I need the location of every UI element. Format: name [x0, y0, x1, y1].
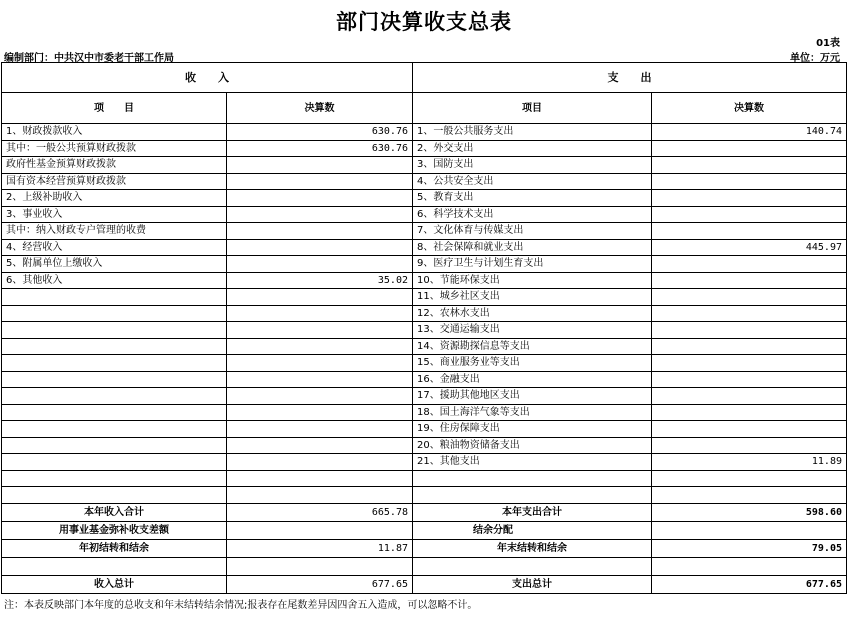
expense-amount-cell [652, 289, 847, 306]
income-amount-cell [227, 190, 413, 207]
department-label: 编制部门：中共汉中市委老干部工作局 [4, 53, 174, 64]
income-item-cell: 2、上级补助收入 [2, 190, 227, 207]
table-row [2, 557, 847, 575]
income-header: 收 入 [2, 63, 413, 93]
expense-amount-cell [652, 157, 847, 174]
income-total-label: 本年收入合计 [2, 503, 227, 521]
expense-amount-cell [652, 272, 847, 289]
expense-item-cell: 12、农林水支出 [413, 305, 652, 322]
income-item-cell [2, 289, 227, 306]
expense-amount-cell [652, 487, 847, 504]
spacer-cell [227, 557, 413, 575]
table-row [2, 575, 847, 593]
table-row [2, 190, 847, 207]
expense-item-cell: 9、医疗卫生与计划生育支出 [413, 256, 652, 273]
expense-item-cell: 10、节能环保支出 [413, 272, 652, 289]
table-row [2, 421, 847, 438]
expense-item-cell: 4、公共安全支出 [413, 173, 652, 190]
table-row [2, 454, 847, 471]
expense-item-cell: 3、国防支出 [413, 157, 652, 174]
income-item-cell: 1、财政拨款收入 [2, 124, 227, 141]
expense-item-cell: 21、其他支出 [413, 454, 652, 471]
income-grand-value: 677.65 [227, 575, 413, 593]
expense-item-cell [413, 470, 652, 487]
income-amount-cell [227, 421, 413, 438]
expense-amount-cell [652, 173, 847, 190]
expense-item-cell: 5、教育支出 [413, 190, 652, 207]
income-item-cell [2, 305, 227, 322]
table-row [2, 289, 847, 306]
income-amount-cell [227, 305, 413, 322]
spacer-cell [413, 557, 652, 575]
expense-amount-cell [652, 256, 847, 273]
income-amount-cell [227, 371, 413, 388]
surplus-value [652, 521, 847, 539]
income-item-cell [2, 355, 227, 372]
income-item-cell [2, 388, 227, 405]
income-amount-cell: 630.76 [227, 124, 413, 141]
unit-label: 单位：万元 [790, 53, 840, 64]
income-amount-cell [227, 388, 413, 405]
income-amount-cell [227, 173, 413, 190]
begin-balance-label: 年初结转和结余 [2, 539, 227, 557]
income-item-cell [2, 421, 227, 438]
income-item-cell [2, 437, 227, 454]
income-item-cell [2, 322, 227, 339]
table-row [2, 239, 847, 256]
summary-table [1, 62, 847, 594]
expense-header: 支 出 [413, 63, 847, 93]
income-item-cell [2, 371, 227, 388]
expense-amount-cell [652, 470, 847, 487]
expense-amount-cell [652, 190, 847, 207]
expense-item-cell: 1、一般公共服务支出 [413, 124, 652, 141]
income-amount-cell [227, 454, 413, 471]
table-row [2, 305, 847, 322]
expense-amount-cell [652, 305, 847, 322]
expense-amount-cell [652, 404, 847, 421]
income-amount-cell [227, 289, 413, 306]
expense-item-cell: 18、国土海洋气象等支出 [413, 404, 652, 421]
expense-grand-label: 支出总计 [413, 575, 652, 593]
begin-balance-value: 11.87 [227, 539, 413, 557]
table-row [2, 503, 847, 521]
table-row [2, 487, 847, 504]
expense-item-cell: 17、援助其他地区支出 [413, 388, 652, 405]
expense-item-cell: 20、粮油物资储备支出 [413, 437, 652, 454]
income-item-cell: 3、事业收入 [2, 206, 227, 223]
expense-amount-cell: 445.97 [652, 239, 847, 256]
income-amount-cell [227, 338, 413, 355]
income-total-value: 665.78 [227, 503, 413, 521]
expense-amount-cell [652, 371, 847, 388]
table-row [2, 521, 847, 539]
expense-amount-header: 决算数 [652, 93, 847, 124]
income-item-cell [2, 338, 227, 355]
fund-value [227, 521, 413, 539]
spacer-cell [652, 557, 847, 575]
expense-total-value: 598.60 [652, 503, 847, 521]
expense-item-cell: 2、外交支出 [413, 140, 652, 157]
expense-amount-cell: 11.89 [652, 454, 847, 471]
expense-item-cell: 16、金融支出 [413, 371, 652, 388]
income-amount-cell [227, 487, 413, 504]
income-item-cell: 其中：纳入财政专户管理的收费 [2, 223, 227, 240]
table-row [2, 140, 847, 157]
income-item-cell: 4、经营收入 [2, 239, 227, 256]
expense-amount-cell [652, 322, 847, 339]
table-row [2, 157, 847, 174]
table-row [2, 272, 847, 289]
income-item-cell: 6、其他收入 [2, 272, 227, 289]
expense-grand-value: 677.65 [652, 575, 847, 593]
expense-item-header: 项目 [413, 93, 652, 124]
income-item-cell [2, 454, 227, 471]
income-amount-cell [227, 256, 413, 273]
income-amount-cell [227, 239, 413, 256]
surplus-label: 结余分配 [413, 521, 652, 539]
table-row [2, 338, 847, 355]
expense-amount-cell [652, 223, 847, 240]
table-row [2, 539, 847, 557]
income-amount-cell [227, 206, 413, 223]
expense-item-cell: 19、住房保障支出 [413, 421, 652, 438]
expense-amount-cell [652, 421, 847, 438]
income-item-cell [2, 404, 227, 421]
end-balance-value: 79.05 [652, 539, 847, 557]
expense-amount-cell [652, 437, 847, 454]
expense-amount-cell [652, 206, 847, 223]
income-grand-label: 收入总计 [2, 575, 227, 593]
income-amount-cell [227, 322, 413, 339]
expense-item-cell: 14、资源勘探信息等支出 [413, 338, 652, 355]
expense-total-label: 本年支出合计 [413, 503, 652, 521]
expense-amount-cell [652, 388, 847, 405]
expense-amount-cell [652, 355, 847, 372]
form-number: 01表 [816, 38, 840, 49]
income-item-cell: 国有资本经营预算财政拨款 [2, 173, 227, 190]
table-row [2, 173, 847, 190]
table-subheader-row [2, 93, 847, 124]
expense-item-cell: 8、社会保障和就业支出 [413, 239, 652, 256]
income-item-cell [2, 470, 227, 487]
end-balance-label: 年末结转和结余 [413, 539, 652, 557]
expense-item-cell: 15、商业服务业等支出 [413, 355, 652, 372]
income-item-cell [2, 487, 227, 504]
expense-amount-cell: 140.74 [652, 124, 847, 141]
income-amount-cell [227, 355, 413, 372]
table-row [2, 206, 847, 223]
income-amount-cell: 630.76 [227, 140, 413, 157]
footnote: 注：本表反映部门本年度的总收支和年末结转结余情况;报表存在尾数差异因四舍五入造成，可以忽略不计。 [4, 600, 478, 611]
table-row [2, 124, 847, 141]
income-item-cell: 政府性基金预算财政拨款 [2, 157, 227, 174]
fund-label: 用事业基金弥补收支差额 [2, 521, 227, 539]
expense-amount-cell [652, 338, 847, 355]
expense-item-cell: 11、城乡社区支出 [413, 289, 652, 306]
table-header-row [2, 63, 847, 93]
table-row [2, 322, 847, 339]
table-row [2, 256, 847, 273]
expense-item-cell: 7、文化体育与传媒支出 [413, 223, 652, 240]
table-row [2, 355, 847, 372]
income-amount-header: 决算数 [227, 93, 413, 124]
table-row [2, 437, 847, 454]
table-row [2, 388, 847, 405]
income-amount-cell [227, 223, 413, 240]
spacer-cell [2, 557, 227, 575]
table-row [2, 371, 847, 388]
table-row [2, 223, 847, 240]
table-row [2, 404, 847, 421]
income-amount-cell [227, 157, 413, 174]
expense-item-cell: 6、科学技术支出 [413, 206, 652, 223]
income-amount-cell: 35.02 [227, 272, 413, 289]
expense-item-cell: 13、交通运输支出 [413, 322, 652, 339]
income-amount-cell [227, 404, 413, 421]
income-item-cell: 5、附属单位上缴收入 [2, 256, 227, 273]
income-amount-cell [227, 470, 413, 487]
page-title: 部门决算收支总表 [336, 9, 512, 34]
expense-amount-cell [652, 140, 847, 157]
expense-item-cell [413, 487, 652, 504]
income-item-cell: 其中：一般公共预算财政拨款 [2, 140, 227, 157]
income-item-header: 项 目 [2, 93, 227, 124]
table-row [2, 470, 847, 487]
income-amount-cell [227, 437, 413, 454]
